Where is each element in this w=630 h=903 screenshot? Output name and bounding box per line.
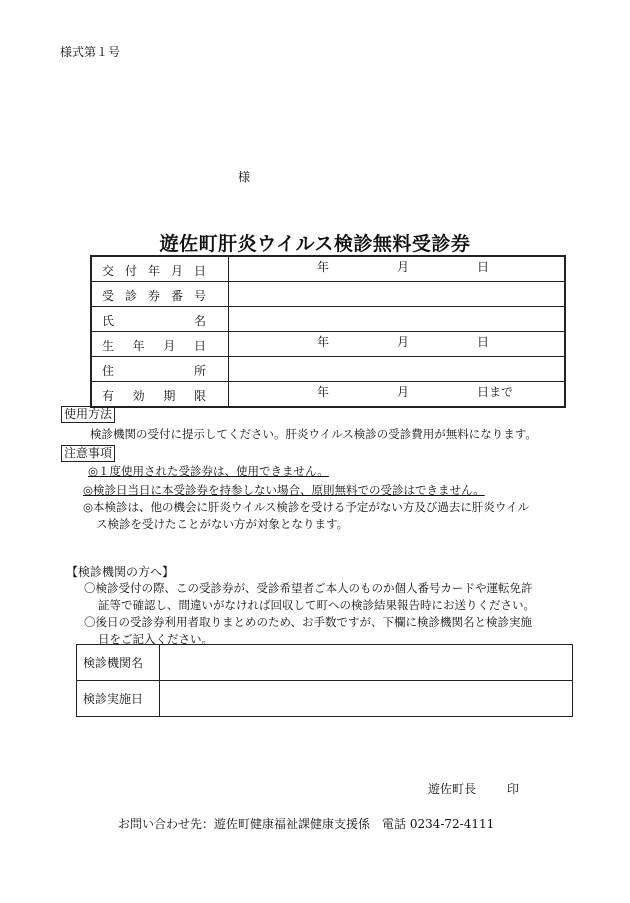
label-char: 日 [193, 339, 206, 353]
issue-date-value[interactable] [229, 256, 566, 282]
month-unit: 月 [397, 385, 410, 399]
name-row [91, 307, 565, 332]
expiry-label [91, 382, 229, 408]
label-char: 期 [163, 389, 176, 403]
month-unit: 月 [397, 260, 410, 274]
institution-name-label: 検診機関名 [77, 645, 160, 681]
voucher-number-row [91, 282, 565, 307]
label-char: 付 [124, 264, 137, 278]
issue-date-row [91, 256, 565, 282]
year-unit: 年 [317, 335, 330, 349]
year-unit: 年 [317, 385, 330, 399]
address-label [91, 357, 229, 382]
name-value[interactable] [229, 307, 566, 332]
day-unit: 日 [477, 260, 490, 274]
note-item: ◎１度使用された受診券は、使用できません。 [88, 464, 329, 478]
label-char: 効 [132, 389, 145, 403]
issue-date-label [91, 256, 229, 282]
institution-line: 日をご記入ください。 [98, 632, 213, 646]
note-item: ◎本検診は、他の機会に肝炎ウイルス検診を受ける予定がない方及び過去に肝炎ウイル [83, 500, 529, 514]
usage-text: 検診機関の受付に提示してください。肝炎ウイルス検診の受診費用が無料になります。 [90, 427, 537, 441]
birth-date-row [91, 332, 565, 357]
label-char: 受 [102, 289, 115, 303]
institution-line: 証等で確認し、間違いがなければ回収して町への検診結果報告時にお送りください。 [98, 598, 535, 612]
birth-date-value[interactable] [229, 332, 566, 357]
form-number: 様式第１号 [60, 45, 121, 59]
notes-label: 注意事項 [61, 445, 115, 462]
label-char: 年 [147, 264, 160, 278]
label-char: 年 [132, 339, 145, 353]
institution-name-field[interactable] [160, 645, 573, 681]
institution-name-row [77, 645, 573, 681]
label-char: 番 [170, 289, 183, 303]
seal-mark: 印 [507, 782, 520, 796]
label-char: 月 [163, 339, 176, 353]
institution-line: 〇後日の受診券利用者取りまとめのため、お手数ですが、下欄に検診機関名と検診実施 [84, 615, 533, 629]
voucher-table [90, 255, 566, 408]
day-unit: 日まで [477, 385, 514, 399]
name-label [91, 307, 229, 332]
recipient-suffix: 様 [238, 170, 251, 184]
exam-date-label: 検診実施日 [77, 681, 160, 717]
contact-info: お問い合わせ先：遊佐町健康福祉課健康支援係 電話 0234-72-4111 [118, 817, 495, 831]
label-char: 交 [102, 264, 115, 278]
voucher-number-value[interactable] [229, 282, 566, 307]
label-char: 有 [102, 389, 115, 403]
page-title: 遊佐町肝炎ウイルス検診無料受診券 [159, 233, 471, 255]
year-unit: 年 [317, 260, 330, 274]
label-char: 所 [193, 364, 206, 378]
label-char: 生 [102, 339, 115, 353]
institution-table [76, 644, 573, 717]
label-char: 診 [124, 289, 137, 303]
label-char: 号 [193, 289, 206, 303]
institution-line: 〇検診受付の際、この受診券が、受診希望者ご本人のものか個人番号カードや運転免許 [84, 581, 533, 595]
mayor-title: 遊佐町長 [428, 782, 477, 796]
institution-title: 【検診機関の方へ】 [66, 565, 175, 579]
day-unit: 日 [477, 335, 490, 349]
usage-label: 使用方法 [61, 406, 115, 423]
voucher-number-label [91, 282, 229, 307]
label-char: 住 [102, 364, 115, 378]
label-char: 月 [170, 264, 183, 278]
address-value[interactable] [229, 357, 566, 382]
birth-date-label [91, 332, 229, 357]
address-row [91, 357, 565, 382]
exam-date-field[interactable] [160, 681, 573, 717]
month-unit: 月 [397, 335, 410, 349]
label-char: 日 [193, 264, 206, 278]
note-item-continued: ス検診を受けたことがない方が対象となります。 [96, 517, 349, 531]
label-char: 券 [147, 289, 160, 303]
label-char: 氏 [102, 314, 115, 328]
exam-date-row [77, 681, 573, 717]
expiry-value[interactable] [229, 382, 566, 408]
label-char: 名 [193, 314, 206, 328]
note-item: ◎検診日当日に本受診券を持参しない場合、原則無料での受診はできません。 [83, 483, 485, 497]
expiry-row [91, 382, 565, 408]
label-char: 限 [193, 389, 206, 403]
